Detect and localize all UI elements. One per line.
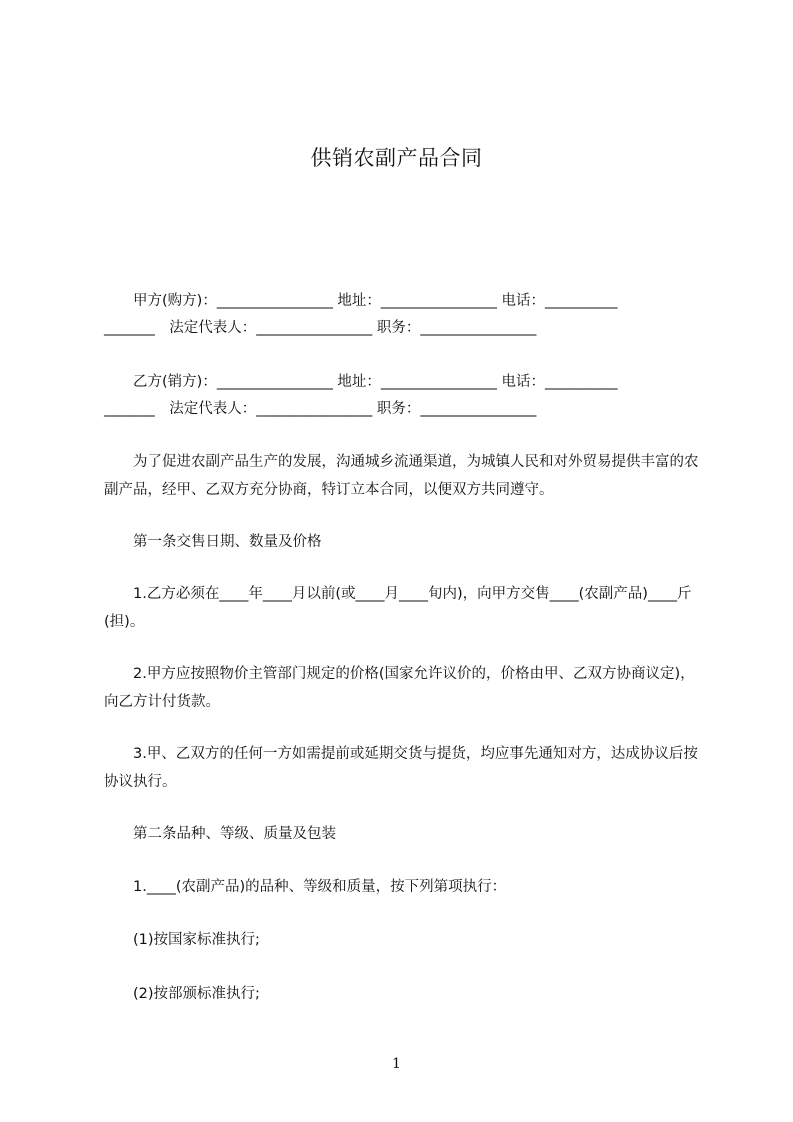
article-1-item-3: 3.甲、乙双方的任何一方如需提前或延期交货与提货，均应事先通知对方，达成协议后按协议执行。 [104,746,698,790]
contract-title: 供销农副产品合同 [310,146,483,170]
party-b-line-1: 乙方(销方)：________________ 地址：________________ 电话：__________ [104,374,618,390]
article-2-heading: 第二条品种、等级、质量及包装 [104,826,336,842]
article-2-item-1: 1.____(农副产品)的品种、等级和质量，按下列第项执行： [104,879,507,895]
party-b-line-2: _______ 法定代表人：________________ 职务：________________ [104,401,537,417]
party-a-line-2: _______ 法定代表人：________________ 职务：________________ [104,320,537,336]
article-2-sub-item-2: (2)按部颁标准执行; [104,986,260,1002]
page-number: 1 [392,1056,401,1072]
article-1-heading: 第一条交售日期、数量及价格 [104,534,322,550]
article-2-sub-item-1: (1)按国家标准执行; [104,932,260,948]
party-a-line-1: 甲方(购方)：________________ 地址：________________ 电话：__________ [104,293,618,309]
article-1-item-1: 1.乙方必须在____年____月以前(或____月____旬内)，向甲方交售____(农副产品)____斤(担)。 [104,586,692,630]
article-1-item-2: 2.甲方应按照物价主管部门规定的价格(国家允许议价的，价格由甲、乙双方协商议定)，向乙方计付货款。 [104,666,695,710]
preamble-paragraph: 为了促进农副产品生产的发展，沟通城乡流通渠道，为城镇人民和对外贸易提供丰富的农副产品，经甲、乙双方充分协商，特订立本合同，以便双方共同遵守。 [104,454,699,498]
